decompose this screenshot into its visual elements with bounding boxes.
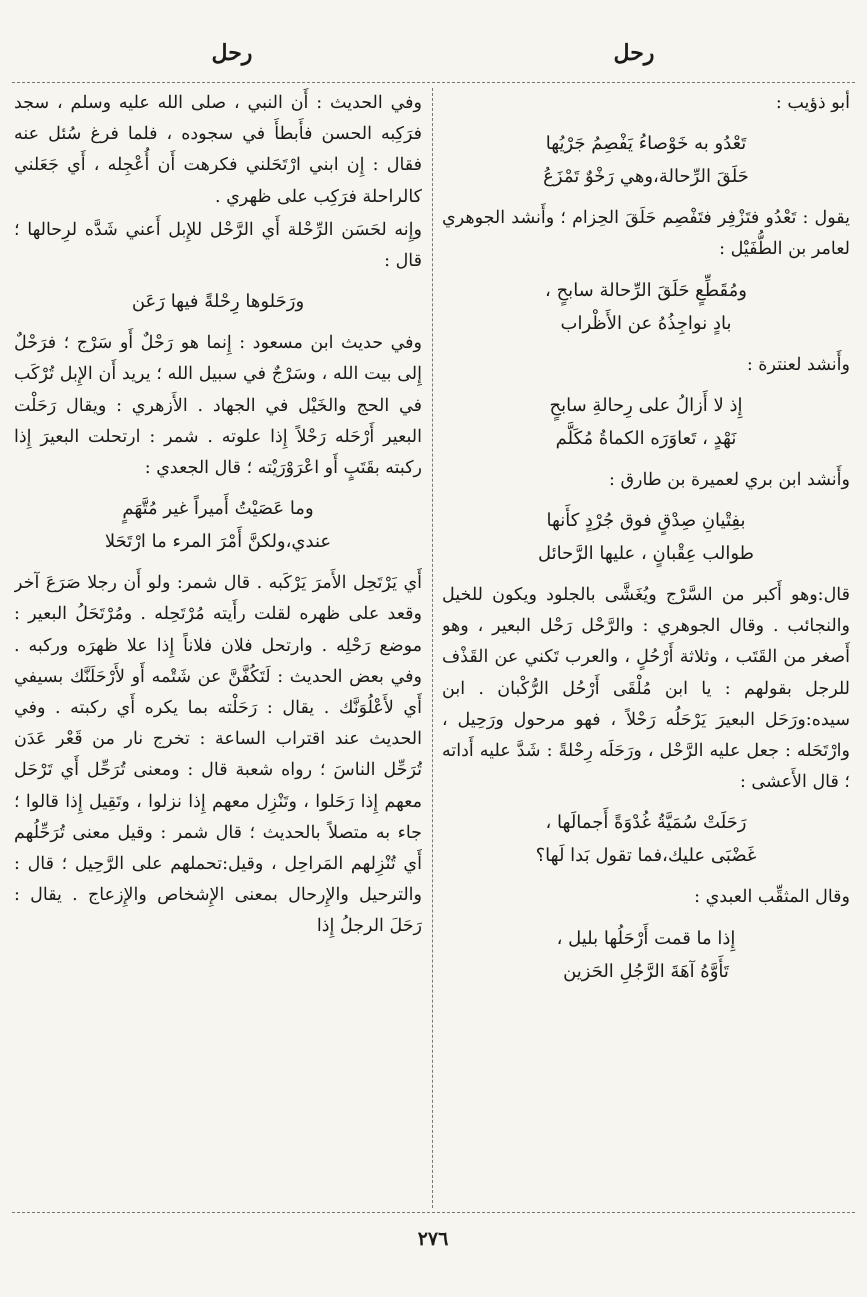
verse-line: نَهْدٍ ، تَعاوَرَه الكماةُ مُكَلَّم [555, 427, 737, 449]
verse-block [14, 285, 422, 318]
verse-line: غَضْبَى عليك،فما تقول بَدا لَها؟ [535, 845, 757, 867]
paragraph: وفي حديث ابن مسعود : إِنما هو رَحْلٌ أَو سَرْج ؛ فرَحْلٌ إِلى بيت الله ، وسَرْجٌ في سبيل الله ؛ يريد أَن الإِبل تُرْكَب في الحج والخَيْل في الجهاد . الأَزهري : ويقال رَحَلْت البعير أَرْحَله رَحْلاً إِذا علوته . شمر : ارتحلت البعيرَ إِذا ركبته بقَتَبٍ أَو اعْرَوْرَيْته ؛ قال الجعدي : [14, 333, 422, 479]
paragraph: وأَنشد ابن بري لعميرة بن طارق : [608, 469, 850, 490]
verse-block [442, 274, 850, 340]
verse-block [442, 922, 850, 988]
paragraph: أَي يَرْتَحِل الأَمرَ يَرْكَبه . قال شمر: ولو أَن رجلا صَرَعَ آخر وقعد على ظهره لقلت رأَيته مُرْتَحِله . ومُرْتَحَلُ البعير : موضع رَحْلِه . وارتحل فلان فلاناً إِذا علا ظهرَه وركبه . وفي بعض الحديث : لَتَكُفَّنَّ عن شَتْمه أَو لأَرْحَلَنَّك بسيفي أَي لأَعْلُوَنَّك . يقال : رَحَلْته بما يكره أَي ركبته . وفي الحديث عند اقتراب الساعة : تخرج نار من قَعْر عَدَن تُرَحِّل الناسَ ؛ رواه شعبة قال : ومعنى تُرَحِّل أَي تَرْحَل معهم إِذا رَحَلوا ، وتَنْزِل معهم إِذا نزلوا ، وتَقِيل إِذا قالوا ؛ جاء به متصلاً بالحديث ؛ قال شمر : وقيل معنى تُرَحِّلُهم أَي تُنْزِلهم المَراحِل ، وقيل:تحملهم على الرَّحِيل ؛ قال : والترحيل والإِرحال بمعنى الإِشخاص والإِزعاج . يقال : رَحَلَ الرجلُ إِذا [14, 573, 422, 937]
top-rule [12, 82, 855, 83]
verse-block [442, 127, 850, 193]
paragraph: يقول : تَعْدُو فتَزْفِر فتَفْصِم حَلَقَ الحِزام ؛ وأَنشد الجوهري لعامر بن الطُّفَيْل : [442, 208, 850, 260]
verse-line: طوالب عِقْبانٍ ، عليها الرَّحائل [537, 543, 755, 565]
right-column [442, 88, 850, 1208]
page-number: ٢٧٦ [417, 1228, 449, 1250]
verse-line: رَحَلَتْ سُمَيَّةُ غُدْوَةً أَجمالَها ، [545, 812, 747, 834]
verse-line: وما عَصَيْتُ أَميراً غير مُتَّهَمٍ [122, 498, 314, 520]
left-column [14, 88, 422, 1208]
verse-block [14, 492, 422, 558]
bottom-rule [12, 1212, 855, 1213]
paragraph: قال:وهو أَكبر من السَّرْج ويُغَشَّى بالجلود ويكون للخيل والنجائب . وقال الجوهري : والرَّحْل رَحْل البعير ، وهو أَصغر من القَتَب ، وثلاثة أَرْحُلٍ ، والعرب تَكني عن القَذْف للرجل بقولهم : يا ابن مُلْقَى أَرْحُل الرُّكْبان . ابن سيده:ورَحَل البعيرَ يَرْحَلُه رَحْلاً ، فهو مرحول ورَحِيل ، وارْتَحَله : جعل عليه الرَّحْل ، ورَحَلَه رِحْلةً : شَدَّ عليه أَداته ؛ قال الأَعشى : [442, 585, 850, 793]
verse-line: تَأَوَّهُ آهَةَ الرَّجُلِ الحَزين [563, 960, 729, 982]
paragraph: وأَنشد لعنترة : [746, 354, 850, 375]
verse-block [442, 806, 850, 872]
verse-line: عندي،ولكنَّ أَمْرَ المرء ما ارْتَحَلا [104, 531, 332, 553]
header-word-left: رحل [211, 40, 253, 66]
paragraph: وفي الحديث : أَن النبي ، صلى الله عليه وسلم ، سجد فرَكِبه الحسن فأَبطأَ في سجوده ، فلما فرغ سُئل عنه فقال : إِن ابني ارْتَحَلني فكرهت أَن أُعْجِله ، أَي جَعَلني كالراحلة فرَكِب على ظهري . [14, 93, 422, 207]
verse-line: حَلَقَ الرِّحالة،وهي رَخْوٌ تَمْزَعُ [543, 166, 749, 188]
verse-line: إِذا ما قمت أَرْحَلُها بليل ، [556, 927, 736, 949]
verse-block [442, 504, 850, 570]
paragraph: وإِنه لحَسَن الرِّحْلة أَي الرَّحْل للإِبل أَعني شَدَّه لرِحالها ؛ قال : [14, 219, 422, 272]
header-word-right: رحل [613, 40, 655, 66]
verse-line: إِذ لا أَزالُ على رِحالةِ سابحٍ [549, 394, 743, 416]
verse-block [442, 389, 850, 455]
verse-line: بفِتْيانِ صِدْقٍ فوق جُرْدٍ كأَنها [546, 510, 746, 532]
verse-line: تَعْدُو به خَوْصاءُ يَفْصِمُ جَرْيُها [545, 133, 747, 155]
verse-line: بادٍ نواجِذُهُ عن الأَظْراب [560, 312, 732, 334]
verse-line: ورَحَلوها رِحْلةً فيها رَعَن [131, 291, 305, 313]
paragraph: أبو ذؤيب : [775, 93, 850, 113]
column-divider [432, 88, 433, 1208]
paragraph: وقال المثقِّب العبدي : [694, 887, 850, 908]
verse-line: ومُقَطِّعٍ حَلَقَ الرِّحالة سابحٍ ، [545, 279, 747, 301]
